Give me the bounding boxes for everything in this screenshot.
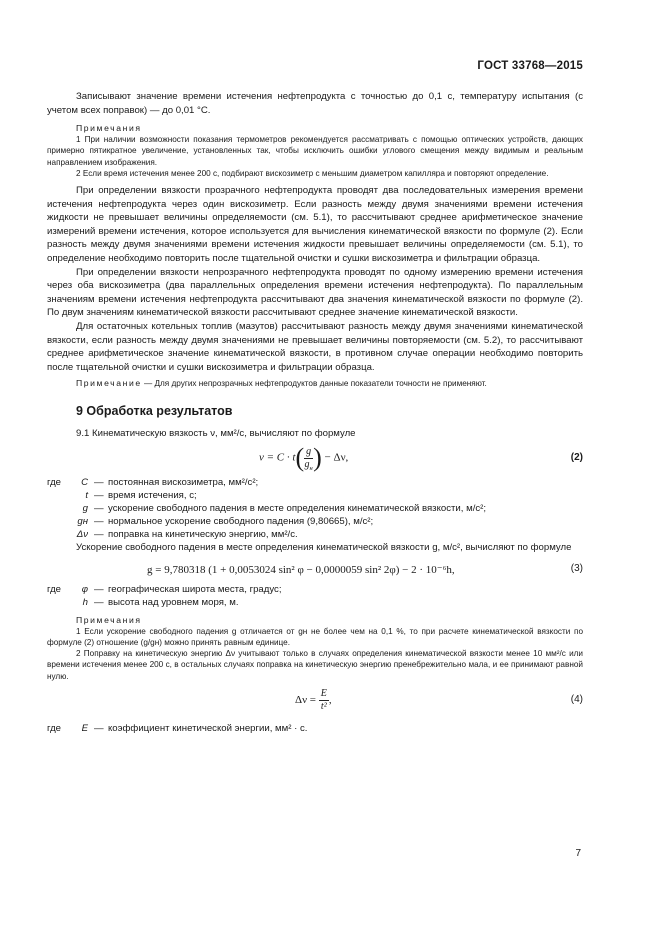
denominator-subscript: н — [309, 464, 313, 472]
fraction-numerator: g — [306, 445, 312, 457]
note-label: Примечание — [76, 378, 142, 389]
page-number: 7 — [575, 848, 581, 859]
fraction-denominator: t² — [320, 700, 327, 712]
formula-3-number: (3) — [570, 562, 583, 574]
where-list-3 — [47, 722, 583, 735]
formula-2-lhs: ν = C · t — [259, 451, 296, 464]
note-item: 2 Если время истечения менее 200 с, подбирают вискозиметр с меньшим диаметром капилляра и повторяют определение. — [76, 168, 549, 178]
note-item: 1 При наличии возможности показания термометров рекомендуется рассматривать с помощью оптических устройств, дающих примерно пятикратное увеличение, установленных так, чтобы исключить ошибки углового смещения между видимым и реальным направлением изображения. — [47, 135, 583, 167]
standard-header: ГОСТ 33768—2015 — [477, 60, 583, 72]
notes-heading: Примечания — [76, 614, 142, 625]
body-paragraph: Для остаточных котельных топлив (мазутов) рассчитывают разность между двумя значениями кинематической вязкости, если разность между двумя значениями не превышает величины повторяемости (см. 5.2), то рассчитывают среднее арифметическое значение кинематической вязкости, в противном случае операции необходимо повторить после тщательной очистки и сушки вискозиметра и фильтрации образца. — [47, 320, 583, 373]
formula-2-number: (2) — [570, 452, 583, 464]
note-item: 2 Поправку на кинетическую энергию Δν учитывают только в случаях определения кинематической вязкости менее 10 мм²/с или времени истечения менее 200 с, в остальных случаях поправка на кинетическую энергию пренебрежительно мала, и ее принимают равной нулю. — [47, 649, 583, 681]
where-row: t — время истечения, с; — [85, 490, 197, 502]
formula-2-fraction — [304, 446, 313, 471]
intro-paragraph: Записывают значение времени истечения нефтепродукта с точностью до 0,1 с, температуру испытания (с учетом всех поправок) — до 0,01 °С. — [47, 91, 583, 116]
body-paragraph: При определении вязкости непрозрачного нефтепродукта проводят по одному измерению времени истечения через оба вискозиметра (два параллельных определения времени истечения нефтепродукта). По параллельным значениям времени истечения нефтепродукта рассчитывают два значения кинематической вязкости по формуле (2). По двум значениям кинематической вязкости рассчитывают среднее значение кинематической вязкости. — [47, 266, 583, 319]
where-row: Δν — поправка на кинетическую энергию, мм²/с. — [76, 529, 298, 541]
formula-2: ν = C · t( $\frac{g}{g_н}$ ) − Δν, (2) — [259, 443, 583, 473]
single-note — [47, 378, 583, 389]
body-paragraph: При определении вязкости прозрачного нефтепродукта проводят два последовательных измерения времени истечения нефтепродукта через один вискозиметр. Если разность между двумя значениями времени истечения жидкости не превышает величины определяемости (см. 5.1), то рассчитывают среднее арифметическое значение измерений времени истечения, которое используется для вычисления кинематической вязкости по формуле (2). Если разность между двумя значениями времени истечения жидкости превышает величины определяемости (см. 5.1), то определение необходимо повторить после тщательной очистки и сушки вискозиметра и фильтрации образца. — [47, 185, 583, 264]
clause-9-1: 9.1 Кинематическую вязкость ν, мм²/с, вычисляют по формуле — [76, 427, 356, 439]
note-item: 1 Если ускорение свободного падения g отличается от gн не более чем на 0,1 %, то при расчете кинематической вязкости по формуле (2) отношение (g/gн) можно принять равным единице. — [47, 626, 583, 647]
where-list-2 — [47, 583, 583, 609]
where-list-1 — [47, 476, 583, 541]
formula-3-expression: g = 9,780318 (1 + 0,0053024 sin² φ − 0,0000059 sin² 2φ) − 2 · 10⁻⁶h, — [147, 563, 455, 576]
gravity-paragraph: Ускорение свободного падения в месте определения кинематической вязкости g, м/с², вычисляют по формуле — [76, 542, 572, 554]
where-row: g — ускорение свободного падения в месте определения кинематической вязкости, м/с²; — [82, 503, 487, 515]
formula-3 — [47, 555, 583, 583]
where-row: где φ — географическая широта места, градус; — [47, 583, 282, 595]
page-content — [47, 90, 583, 735]
fraction-numerator: E — [320, 687, 327, 699]
where-row: где E — коэффициент кинетической энергии, мм² · с. — [47, 722, 308, 734]
formula-4 — [47, 682, 583, 722]
where-row: где C — постоянная вискозиметра, мм²/с²; — [47, 477, 259, 489]
formula-4-lhs: Δν = — [295, 693, 317, 706]
formula-2-tail: − Δν, — [321, 451, 349, 464]
where-row: gн — нормальное ускорение свободного падения (9,80665), м/с²; — [77, 516, 374, 528]
formula-4-number: (4) — [570, 693, 583, 705]
formula-4-tail: , — [328, 693, 332, 706]
where-row: h — высота над уровнем моря, м. — [82, 596, 239, 608]
notes-heading: Примечания — [76, 123, 142, 134]
fraction-denominator: g — [304, 458, 310, 470]
section-title: 9 Обработка результатов — [76, 403, 233, 418]
note-text: — Для других непрозрачных нефтепродуктов данные показатели точности не применяют. — [141, 379, 487, 389]
formula-4-fraction — [319, 688, 329, 713]
